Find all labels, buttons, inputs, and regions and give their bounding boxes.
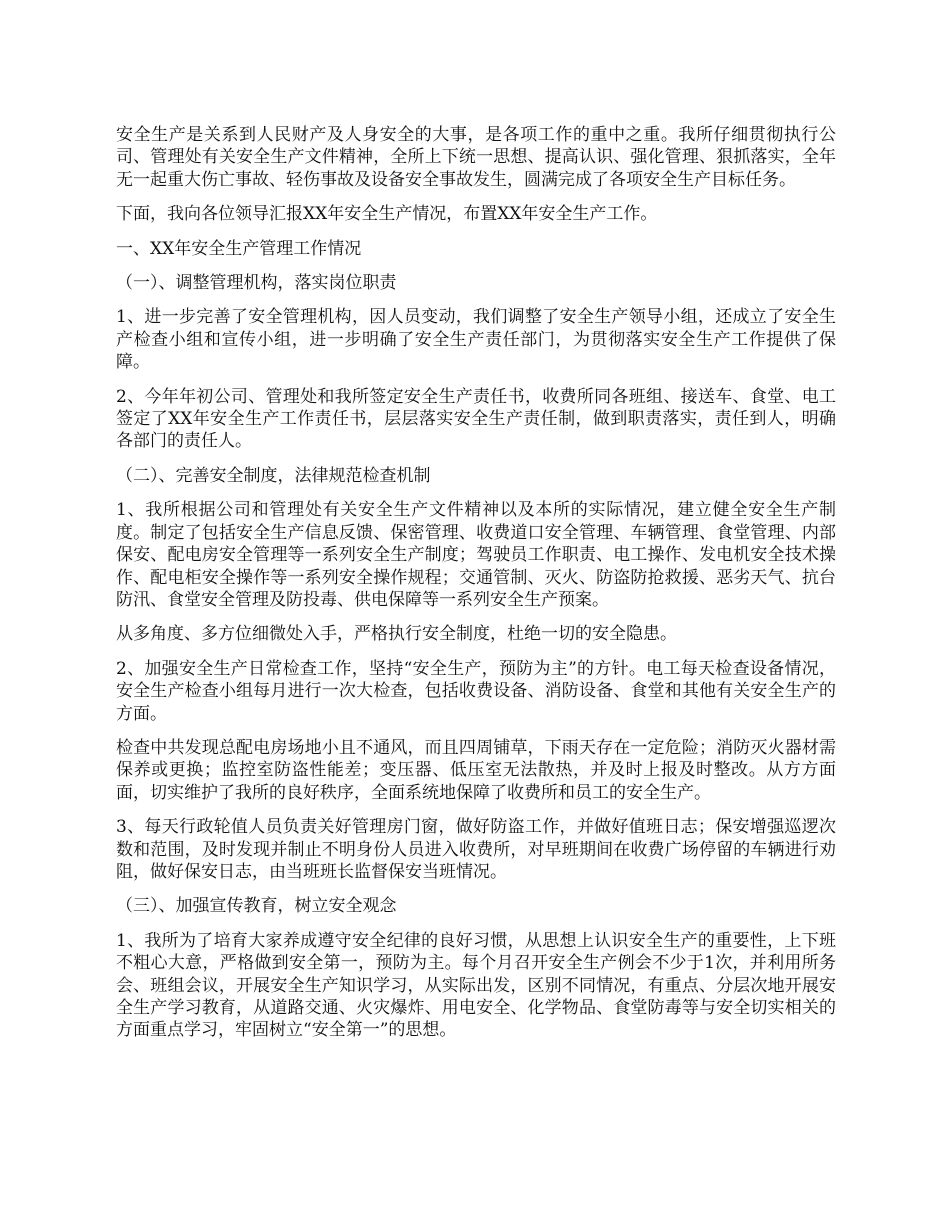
paragraph-item-5: 2、加强安全生产日常检查工作，坚持“安全生产，预防为主”的方针。电工每天检查设备情况，安全生产检查小组每月进行一次大检查，包括收费设备、消防设备、食堂和其他有关安全生产的方面。 [116,658,836,724]
report-overview-paragraph: 下面，我向各位领导汇报XX年安全生产情况，布置XX年安全生产工作。 [116,204,658,225]
section-heading-1: 一、XX年安全生产管理工作情况 [116,238,362,259]
subsection-heading-3: （三）、加强宣传教育，树立安全观念 [116,896,397,917]
paragraph-item-8: 1、我所为了培育大家养成遵守安全纪律的良好习惯，从思想上认识安全生产的重要性，上下班不粗心大意，严格做到安全第一，预防为主。每个月召开安全生产例会不少于1次，并利用所务会、班组会议，开展安全生产知识学习，从实际出发，区别不同情况，有重点、分层次地开展安全生产学习教育，从道路交通、火灾爆炸、用电安全、化学物品、食堂防毒等与安全切实相关的方面重点学习，牢固树立“安全第一”的思想。 [116,930,836,1041]
paragraph-item-3: 1、我所根据公司和管理处有关安全生产文件精神以及本所的实际情况，建立健全安全生产制度。制定了包括安全生产信息反馈、保密管理、收费道口安全管理、车辆管理、食堂管理、内部保安、配电房安全管理等一系列安全生产制度；驾驶员工作职责、电工操作、发电机安全技术操作、配电柜安全操作等一系列安全操作规程；交通管制、灭火、防盗防抢救援、恶劣天气、抗台防汛、食堂安全管理及防投毒、供电保障等一系列安全生产预案。 [116,500,836,610]
paragraph-item-4: 从多角度、多方位细微处入手，严格执行安全制度，杜绝一切的安全隐患。 [116,624,677,645]
paragraph-item-6: 检查中共发现总配电房场地小且不通风，而且四周铺草，下雨天存在一定危险；消防灭火器材需保养或更换；监控室防盗性能差；变压器、低压室无法散热，并及时上报及时整改。从方方面面，切实维护了我所的良好秩序，全面系统地保障了收费所和员工的安全生产。 [116,737,836,803]
paragraph-item-7: 3、每天行政轮值人员负责关好管理房门窗，做好防盗工作，并做好值班日志；保安增强巡逻次数和范围，及时发现并制止不明身份人员进入收费所，对早班期间在收费广场停留的车辆进行劝阻，做好保安日志，由当班班长监督保安当班情况。 [116,817,836,882]
paragraph-item-1: 1、进一步完善了安全管理机构，因人员变动，我们调整了安全生产领导小组，还成立了安全生产检查小组和宣传小组，进一步明确了安全生产责任部门，为贯彻落实安全生产工作提供了保障。 [116,307,836,373]
subsection-heading-2: （二）、完善安全制度，法律规范检查机制 [116,465,431,486]
paragraph-item-2: 2、今年年初公司、管理处和我所签定安全生产责任书，收费所同各班组、接送车、食堂、电工签定了XX年安全生产工作责任书，层层落实安全生产责任制，做到职责落实，责任到人，明确各部门的责任人。 [116,386,836,452]
intro-paragraph: 安全生产是关系到人民财产及人身安全的大事，是各项工作的重中之重。我所仔细贯彻执行公司、管理处有关安全生产文件精神，全所上下统一思想、提高认识、强化管理、狠抓落实，全年无一起重大伤亡事故、轻伤事故及设备安全事故发生，圆满完成了各项安全生产目标任务。 [116,125,836,190]
document-body [116,124,836,1054]
subsection-heading-1: （一）、调整管理机构，落实岗位职责 [116,273,397,294]
